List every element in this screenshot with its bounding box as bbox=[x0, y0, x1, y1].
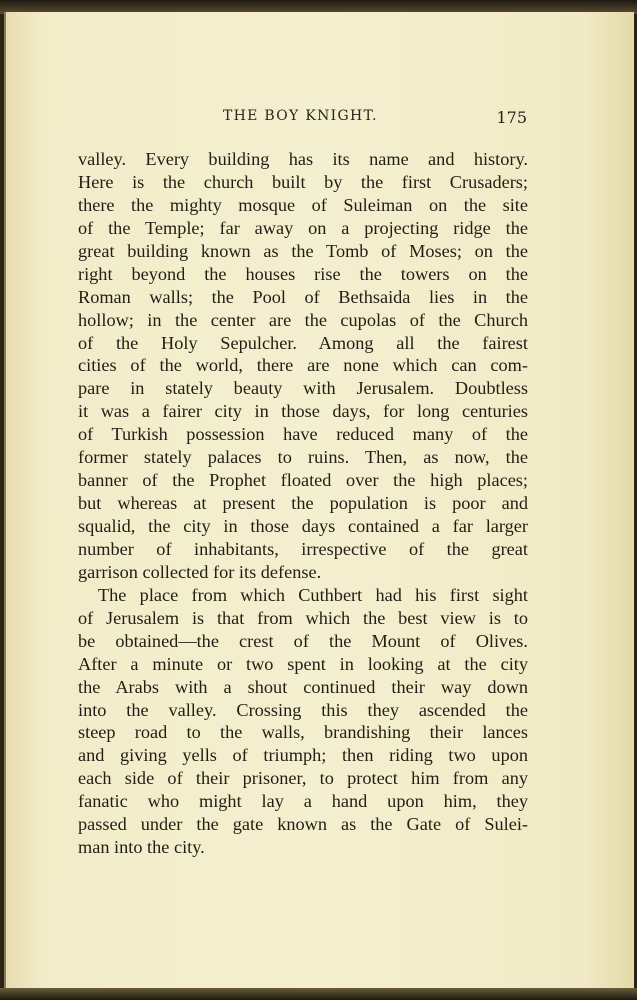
page-header bbox=[78, 108, 527, 130]
text-line: there the mighty mosque of Suleiman on the site bbox=[78, 194, 528, 215]
text-line: right beyond the houses rise the towers on the bbox=[78, 263, 528, 284]
text-line: former stately palaces to ruins. Then, as now, the bbox=[78, 447, 528, 468]
text-line: man into the city. bbox=[78, 837, 205, 858]
running-title: THE BOY KNIGHT. bbox=[223, 108, 378, 124]
text-line: fanatic who might lay a hand upon him, they bbox=[78, 791, 528, 812]
text-line: and giving yells of triumph; then riding two upon bbox=[78, 745, 528, 766]
text-line: After a minute or two spent in looking at the city bbox=[78, 653, 528, 674]
text-line: each side of their prisoner, to protect him from any bbox=[78, 768, 528, 789]
text-line: hollow; in the center are the cupolas of the Church bbox=[78, 309, 528, 330]
text-line: it was a fairer city in those days, for long centuries bbox=[78, 401, 528, 422]
text-line: great building known as the Tomb of Moses; on the bbox=[78, 240, 528, 261]
body-text bbox=[78, 148, 528, 859]
text-line: of Jerusalem is that from which the best view is to bbox=[78, 607, 528, 628]
text-line: be obtained—the crest of the Mount of Olives. bbox=[78, 630, 528, 651]
text-line: of the Holy Sepulcher. Among all the fairest bbox=[78, 332, 528, 353]
text-line: of Turkish possession have reduced many of the bbox=[78, 424, 528, 445]
text-line: steep road to the walls, brandishing their lances bbox=[78, 722, 528, 743]
text-line: of the Temple; far away on a projecting ridge the bbox=[78, 217, 528, 238]
text-line: Here is the church built by the first Crusaders; bbox=[78, 171, 528, 192]
text-line: number of inhabitants, irrespective of the great bbox=[78, 538, 528, 559]
text-line: squalid, the city in those days contained a far larger bbox=[78, 516, 528, 536]
text-line: pare in stately beauty with Jerusalem. Doubtless bbox=[78, 378, 528, 399]
text-line: cities of the world, there are none which can com- bbox=[78, 355, 528, 376]
page-number: 175 bbox=[496, 108, 527, 127]
text-line: garrison collected for its defense. bbox=[78, 561, 322, 582]
text-line: the Arabs with a shout continued their way down bbox=[78, 676, 528, 697]
text-line: banner of the Prophet floated over the high places; bbox=[78, 470, 528, 491]
text-line: but whereas at present the population is poor and bbox=[78, 493, 528, 514]
scan-bottom-edge bbox=[0, 988, 637, 1000]
text-line: The place from which Cuthbert had his first sight bbox=[98, 584, 528, 605]
text-line: Roman walls; the Pool of Bethsaida lies in the bbox=[78, 286, 528, 307]
text-line: valley. Every building has its name and history. bbox=[78, 149, 528, 169]
text-line: into the valley. Crossing this they ascended the bbox=[78, 699, 528, 720]
text-line: passed under the gate known as the Gate of Sulei- bbox=[78, 814, 528, 835]
